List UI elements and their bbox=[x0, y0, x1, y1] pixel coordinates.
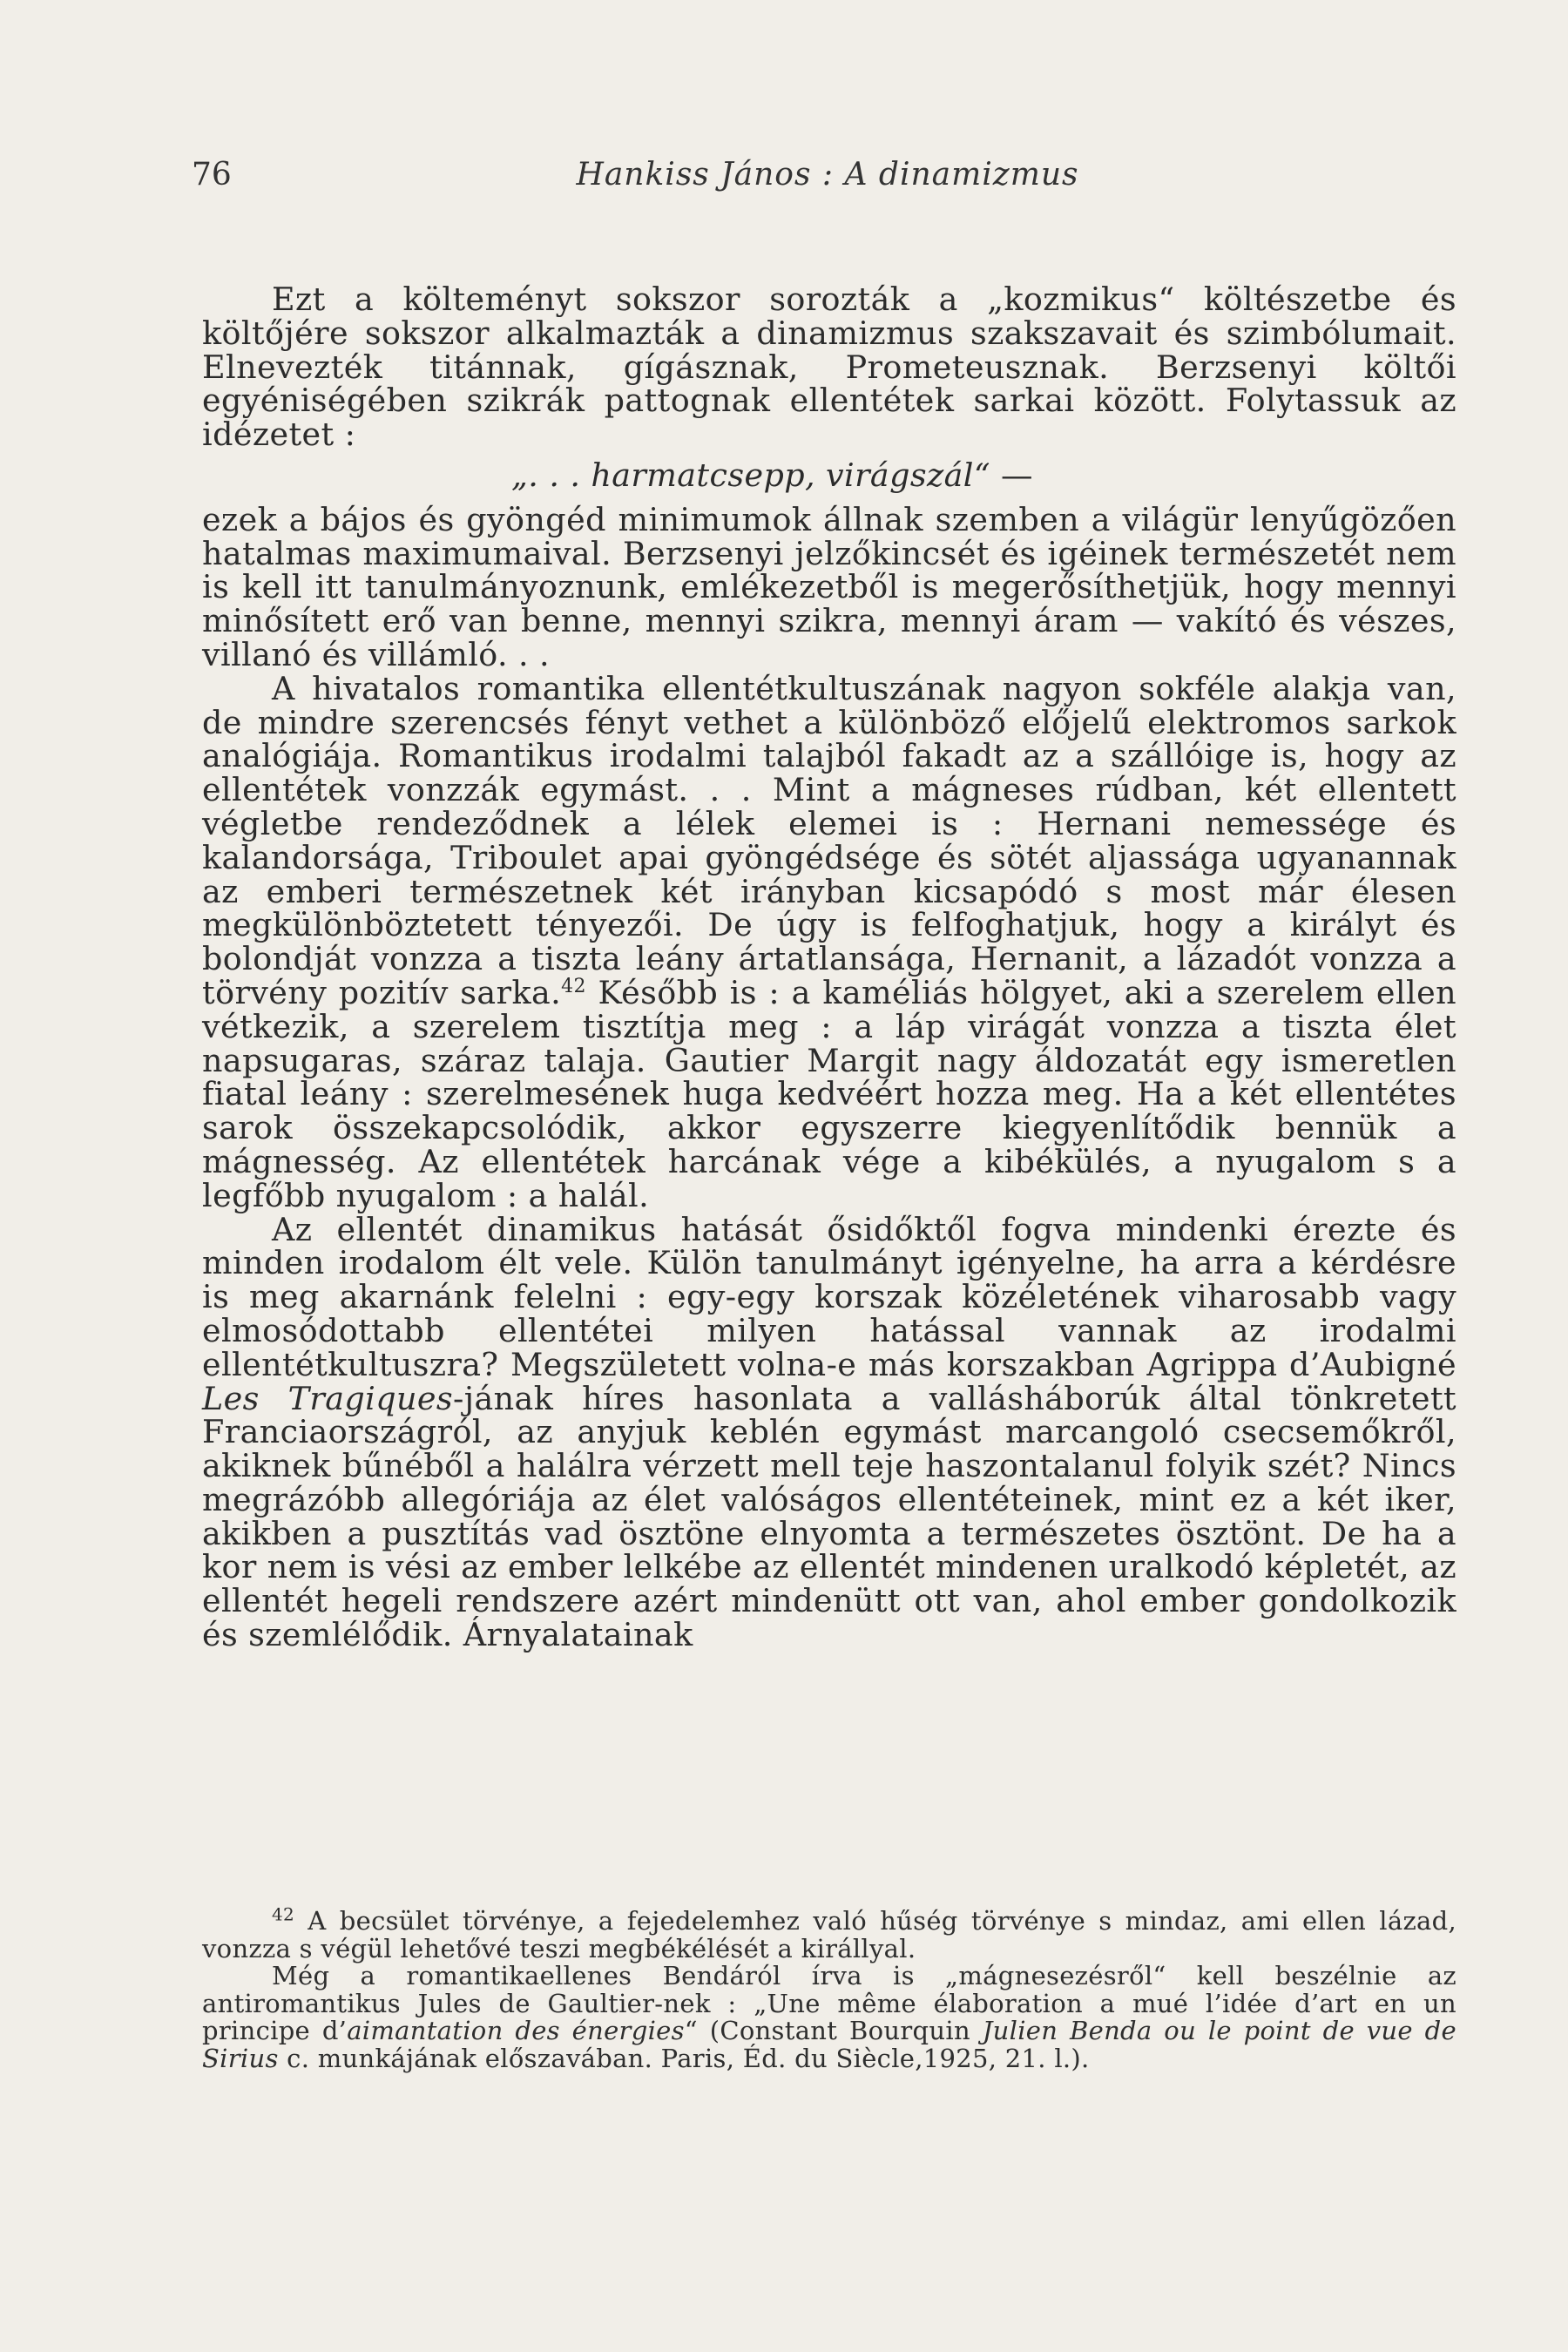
footnote-marker: 42 bbox=[272, 1903, 295, 1925]
paragraph-4 bbox=[202, 1210, 1456, 1654]
verse-dash: — bbox=[1000, 456, 1033, 494]
verse-quote bbox=[202, 456, 1456, 494]
footnote-continuation bbox=[202, 1963, 1456, 2072]
footnote-42 bbox=[202, 1903, 1456, 1963]
footnote-italic-phrase: aimantation des énergies bbox=[347, 2016, 685, 2045]
work-title-les-tragiques: Les Tragiques bbox=[202, 1379, 454, 1417]
verse-text: „. . . harmatcsepp, virágszál“ bbox=[511, 456, 990, 494]
paragraph-3-part-b: Később is : a kaméliás hölgyet, aki a szerelem ellen vétkezik, a szerelem tisztítja meg : a láp virágát vonzza a tiszta élet napsugaras, száraz talaja. Gautier Margit nagy áldozatát egy ismeretlen fiatal leány : szerelmesének huga kedvéért hozza meg. Ha a két ellentétes sarok összekapcsolódik, akkor egyszerre kiegyenlítődik bennük a mágnesség. Az ellentétek harcának vége a kibékülés, a nyugalom s a legfőbb nyugalom : a halál. bbox=[202, 973, 1456, 1214]
running-title: Hankiss János : A dinamizmus bbox=[576, 157, 1079, 193]
paragraph-4-part-a: Az ellentét dinamikus hatását ősidőktől fogva mindenki érezte és minden irodalom élt vele. Külön tanulmányt igényelne, ha arra a kérdésre is meg akarnánk felelni : egy-egy korszak közéletének viharosabb vagy elmosódottabb ellentétei milyen hatással vannak az irodalmi ellentétkultuszra? Megszületett volna-e más korszakban Agrippa d’Aubigné bbox=[202, 1210, 1456, 1383]
paragraph-2: ezek a bájos és gyöngéd minimumok állnak szemben a világür lenyűgözően hatalmas maximumaival. Berzsenyi jelzőkincsét és igéinek természetét nem is kell itt tanulmányoznunk, emlékezetből is megerősíthetjük, hogy mennyi minősített erő van benne, mennyi szikra, mennyi áram — vakító és vészes, villanó és villámló. . . bbox=[202, 500, 1456, 673]
footnotes bbox=[202, 1903, 1456, 2073]
page-number: 76 bbox=[192, 157, 232, 193]
paragraph-1: Ezt a költeményt sokszor sorozták a „kozmikus“ költészetbe és költőjére sokszor alkalmazták a dinamizmus szakszavait és szimbólumait. Elnevezték titánnak, gígásznak, Prometeusznak. Berzsenyi költői egyéniségében szikrák pattognak ellentétek sarkai között. Folytassuk az idézetet : bbox=[202, 280, 1456, 454]
footnote-line-1: A becsület törvénye, a fejedelemhez való hűség törvénye s mindaz, ami ellen lázad, vonzza s végül lehetővé teszi megbékélését a királlyal. bbox=[202, 1906, 1456, 1963]
paragraph-3 bbox=[202, 669, 1456, 1214]
page-header bbox=[192, 157, 1463, 218]
footnote-part-a: Még a romantikaellenes Bendáról írva is „mágnesezésről“ kell beszélnie az antiromantikus Jules de Gaultier-nek : „Une même élaboration a mué l’idée d’art en un principe d’ bbox=[202, 1961, 1456, 2045]
paragraph-3-part-a: A hivatalos romantika ellentétkultuszának nagyon sokféle alakja van, de mindre szerencsés fényt vethet a különböző előjelű elektromos sarkok analógiája. Romantikus irodalmi talajból fakadt az a szállóige is, hogy az ellentétek vonzzák egymást. . . Mint a mágneses rúdban, két ellentett végletbe rendeződnek a lélek elemei is : Hernani nemessége és kalandorsága, Triboulet apai gyöngédsége és sötét aljassága ugyanannak az emberi természetnek két irányban kicsapódó s most már élesen megkülönböztetett tényezői. De úgy is felfoghatjuk, hogy a királyt és bolondját vonzza a tiszta leány ártatlansága, Hernanit, a lázadót vonzza a törvény pozitív sarka. bbox=[202, 669, 1456, 1011]
footnote-part-c: c. munkájának előszavában. Paris, Éd. du Siècle,1925, 21. l.). bbox=[278, 2043, 1090, 2073]
footnote-reference: 42 bbox=[561, 975, 586, 997]
paragraph-4-part-b: -jának híres hasonlata a vallásháborúk által tönkretett Franciaországról, az anyjuk keblén egymást marcangoló csecsemőkről, akiknek bűnéből a halálra vérzett mell teje haszontalanul folyik szét? Nincs megrázóbb allegóriája az élet valóságos ellentéteinek, mint ez a két iker, akikben a pusztítás vad ösztöne elnyomta a természetes ösztönt. De ha a kor nem is vési az ember lelkébe az ellentét mindenen uralkodó képletét, az ellentét hegeli rendszere azért mindenütt ott van, ahol ember gondolkozik és szemlélődik. Árnyalatainak bbox=[202, 1379, 1456, 1654]
footnote-part-b: “ (Constant Bourquin bbox=[684, 2016, 983, 2045]
footnote-book-title: Julien Benda ou le point de vue de Sirius bbox=[202, 2016, 1456, 2073]
main-text bbox=[202, 280, 1456, 1654]
